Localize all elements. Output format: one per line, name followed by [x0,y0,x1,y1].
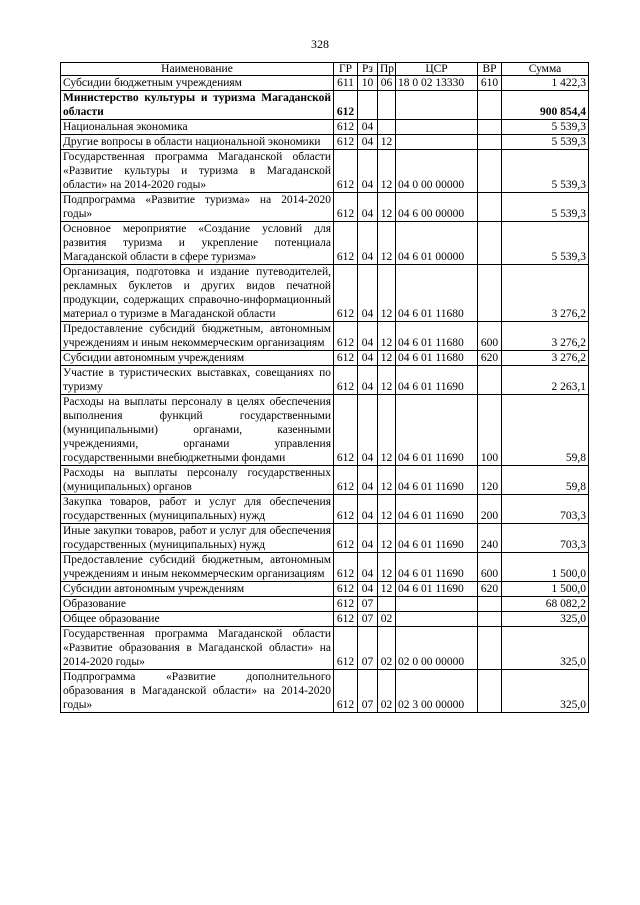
header-gr: ГР [334,63,358,76]
cell-vr [478,627,502,670]
cell-name: Расходы на выплаты персоналу государственных (муниципальных) органов [61,466,334,495]
cell-pr: 12 [378,524,396,553]
cell-pr: 02 [378,612,396,627]
cell-vr [478,612,502,627]
cell-rz: 04 [358,193,378,222]
cell-pr: 12 [378,150,396,193]
table-row [61,495,589,524]
cell-gr: 612 [334,193,358,222]
cell-pr [378,597,396,612]
cell-gr: 612 [334,395,358,466]
cell-vr: 620 [478,582,502,597]
header-csr: ЦСР [396,63,478,76]
cell-sum: 2 263,1 [502,366,589,395]
cell-rz: 04 [358,322,378,351]
cell-sum: 900 854,4 [502,91,589,120]
cell-gr: 612 [334,135,358,150]
cell-vr [478,222,502,265]
budget-table [60,62,589,713]
cell-gr: 612 [334,466,358,495]
header-rz: Рз [358,63,378,76]
table-row [61,135,589,150]
cell-name: Министерство культуры и туризма Магаданской области [61,91,334,120]
cell-name: Предоставление субсидий бюджетным, автономным учреждениям и иным некоммерческим организациям [61,322,334,351]
cell-gr: 612 [334,553,358,582]
table-row [61,366,589,395]
cell-sum: 3 276,2 [502,351,589,366]
cell-vr [478,91,502,120]
cell-name: Национальная экономика [61,120,334,135]
cell-csr [396,597,478,612]
cell-gr: 611 [334,76,358,91]
cell-sum: 1 500,0 [502,582,589,597]
cell-vr: 120 [478,466,502,495]
cell-sum: 703,3 [502,495,589,524]
cell-vr [478,135,502,150]
cell-csr [396,135,478,150]
table-row [61,612,589,627]
table-row [61,91,589,120]
cell-pr: 12 [378,466,396,495]
cell-sum: 59,8 [502,395,589,466]
header-vr: ВР [478,63,502,76]
cell-csr: 04 6 01 11680 [396,265,478,322]
cell-pr: 02 [378,670,396,713]
cell-vr: 610 [478,76,502,91]
cell-rz: 07 [358,670,378,713]
cell-csr: 02 3 00 00000 [396,670,478,713]
cell-gr: 612 [334,627,358,670]
cell-sum: 1 422,3 [502,76,589,91]
cell-gr: 612 [334,582,358,597]
cell-pr: 12 [378,351,396,366]
cell-pr: 12 [378,135,396,150]
cell-pr: 12 [378,222,396,265]
cell-pr: 12 [378,395,396,466]
cell-sum: 325,0 [502,627,589,670]
cell-sum: 3 276,2 [502,265,589,322]
cell-sum: 59,8 [502,466,589,495]
cell-gr: 612 [334,366,358,395]
cell-name: Подпрограмма «Развитие туризма» на 2014-2020 годы» [61,193,334,222]
cell-pr: 06 [378,76,396,91]
cell-name: Закупка товаров, работ и услуг для обеспечения государственных (муниципальных) нужд [61,495,334,524]
cell-pr: 12 [378,322,396,351]
cell-vr [478,265,502,322]
cell-sum: 5 539,3 [502,193,589,222]
cell-gr: 612 [334,222,358,265]
cell-csr: 04 6 01 11690 [396,582,478,597]
table-row [61,222,589,265]
cell-pr: 12 [378,265,396,322]
cell-vr: 620 [478,351,502,366]
cell-sum: 5 539,3 [502,120,589,135]
cell-vr [478,366,502,395]
cell-name: Государственная программа Магаданской области «Развитие образования в Магаданской области» на 2014-2020 годы» [61,627,334,670]
cell-pr: 12 [378,582,396,597]
cell-rz: 04 [358,466,378,495]
cell-csr: 04 6 01 00000 [396,222,478,265]
cell-csr: 04 6 01 11690 [396,395,478,466]
cell-sum: 5 539,3 [502,222,589,265]
cell-vr: 200 [478,495,502,524]
cell-rz: 04 [358,351,378,366]
cell-rz: 07 [358,627,378,670]
header-pr: Пр [378,63,396,76]
table-row [61,395,589,466]
table-header-row [61,63,589,76]
cell-name: Расходы на выплаты персоналу в целях обеспечения выполнения функций государственными (муниципальными) органами, казенными учреждениями, органами управления государственными внебюджетными фондами [61,395,334,466]
cell-sum: 325,0 [502,670,589,713]
cell-gr: 612 [334,91,358,120]
cell-csr: 04 6 01 11690 [396,466,478,495]
table-row [61,265,589,322]
cell-rz: 04 [358,495,378,524]
cell-name: Общее образование [61,612,334,627]
table-row [61,627,589,670]
cell-pr: 12 [378,193,396,222]
cell-csr: 04 6 01 11680 [396,322,478,351]
cell-gr: 612 [334,670,358,713]
cell-gr: 612 [334,597,358,612]
header-sum: Сумма [502,63,589,76]
cell-rz: 10 [358,76,378,91]
cell-vr: 600 [478,553,502,582]
cell-csr [396,91,478,120]
table-row [61,351,589,366]
cell-gr: 612 [334,351,358,366]
table-row [61,193,589,222]
cell-sum: 1 500,0 [502,553,589,582]
cell-csr: 04 6 01 11690 [396,553,478,582]
cell-pr: 12 [378,495,396,524]
cell-name: Субсидии автономным учреждениям [61,351,334,366]
cell-csr: 18 0 02 13330 [396,76,478,91]
cell-gr: 612 [334,150,358,193]
cell-name: Государственная программа Магаданской области «Развитие культуры и туризма в Магаданской области» на 2014-2020 годы» [61,150,334,193]
table-body [61,76,589,713]
cell-gr: 612 [334,524,358,553]
cell-name: Образование [61,597,334,612]
cell-name: Субсидии бюджетным учреждениям [61,76,334,91]
cell-name: Иные закупки товаров, работ и услуг для обеспечения государственных (муниципальных) нужд [61,524,334,553]
cell-pr: 12 [378,366,396,395]
cell-sum: 5 539,3 [502,135,589,150]
cell-rz: 04 [358,366,378,395]
cell-pr [378,120,396,135]
cell-rz: 04 [358,553,378,582]
cell-sum: 325,0 [502,612,589,627]
table-row [61,466,589,495]
cell-sum: 5 539,3 [502,150,589,193]
cell-rz: 04 [358,120,378,135]
table-row [61,76,589,91]
cell-rz: 04 [358,222,378,265]
cell-rz: 04 [358,524,378,553]
cell-rz: 04 [358,265,378,322]
cell-gr: 612 [334,322,358,351]
cell-gr: 612 [334,495,358,524]
cell-pr: 02 [378,627,396,670]
cell-pr: 12 [378,553,396,582]
table-row [61,670,589,713]
cell-name: Субсидии автономным учреждениям [61,582,334,597]
cell-vr [478,597,502,612]
cell-rz: 04 [358,150,378,193]
cell-name: Другие вопросы в области национальной экономики [61,135,334,150]
cell-rz [358,91,378,120]
table-row [61,597,589,612]
cell-rz: 04 [358,582,378,597]
cell-vr: 240 [478,524,502,553]
cell-rz: 07 [358,612,378,627]
cell-vr [478,670,502,713]
cell-vr [478,120,502,135]
table-row [61,322,589,351]
cell-name: Организация, подготовка и издание путеводителей, рекламных буклетов и других видов печатной продукции, содержащих справочно-информационный материал о туризме в Магаданской области [61,265,334,322]
cell-vr [478,150,502,193]
cell-csr: 04 6 00 00000 [396,193,478,222]
cell-rz: 07 [358,597,378,612]
cell-name: Основное мероприятие «Создание условий для развития туризма и укрепление потенциала Магаданской области в сфере туризма» [61,222,334,265]
page-number: 328 [311,37,329,51]
table-row [61,120,589,135]
cell-name: Участие в туристических выставках, совещаниях по туризму [61,366,334,395]
cell-csr [396,120,478,135]
table-row [61,524,589,553]
cell-pr [378,91,396,120]
header-name: Наименование [61,63,334,76]
cell-gr: 612 [334,612,358,627]
cell-gr: 612 [334,265,358,322]
cell-csr: 04 6 01 11690 [396,524,478,553]
cell-gr: 612 [334,120,358,135]
cell-csr [396,612,478,627]
cell-sum: 703,3 [502,524,589,553]
cell-vr: 100 [478,395,502,466]
cell-csr: 04 0 00 00000 [396,150,478,193]
cell-csr: 02 0 00 00000 [396,627,478,670]
cell-name: Подпрограмма «Развитие дополнительного образования в Магаданской области» на 2014-2020 годы» [61,670,334,713]
cell-rz: 04 [358,395,378,466]
cell-name: Предоставление субсидий бюджетным, автономным учреждениям и иным некоммерческим организациям [61,553,334,582]
table-row [61,582,589,597]
cell-csr: 04 6 01 11690 [396,495,478,524]
cell-sum: 68 082,2 [502,597,589,612]
cell-rz: 04 [358,135,378,150]
cell-vr [478,193,502,222]
table-row [61,553,589,582]
cell-csr: 04 6 01 11690 [396,366,478,395]
table-row [61,150,589,193]
cell-sum: 3 276,2 [502,322,589,351]
cell-csr: 04 6 01 11680 [396,351,478,366]
cell-vr: 600 [478,322,502,351]
